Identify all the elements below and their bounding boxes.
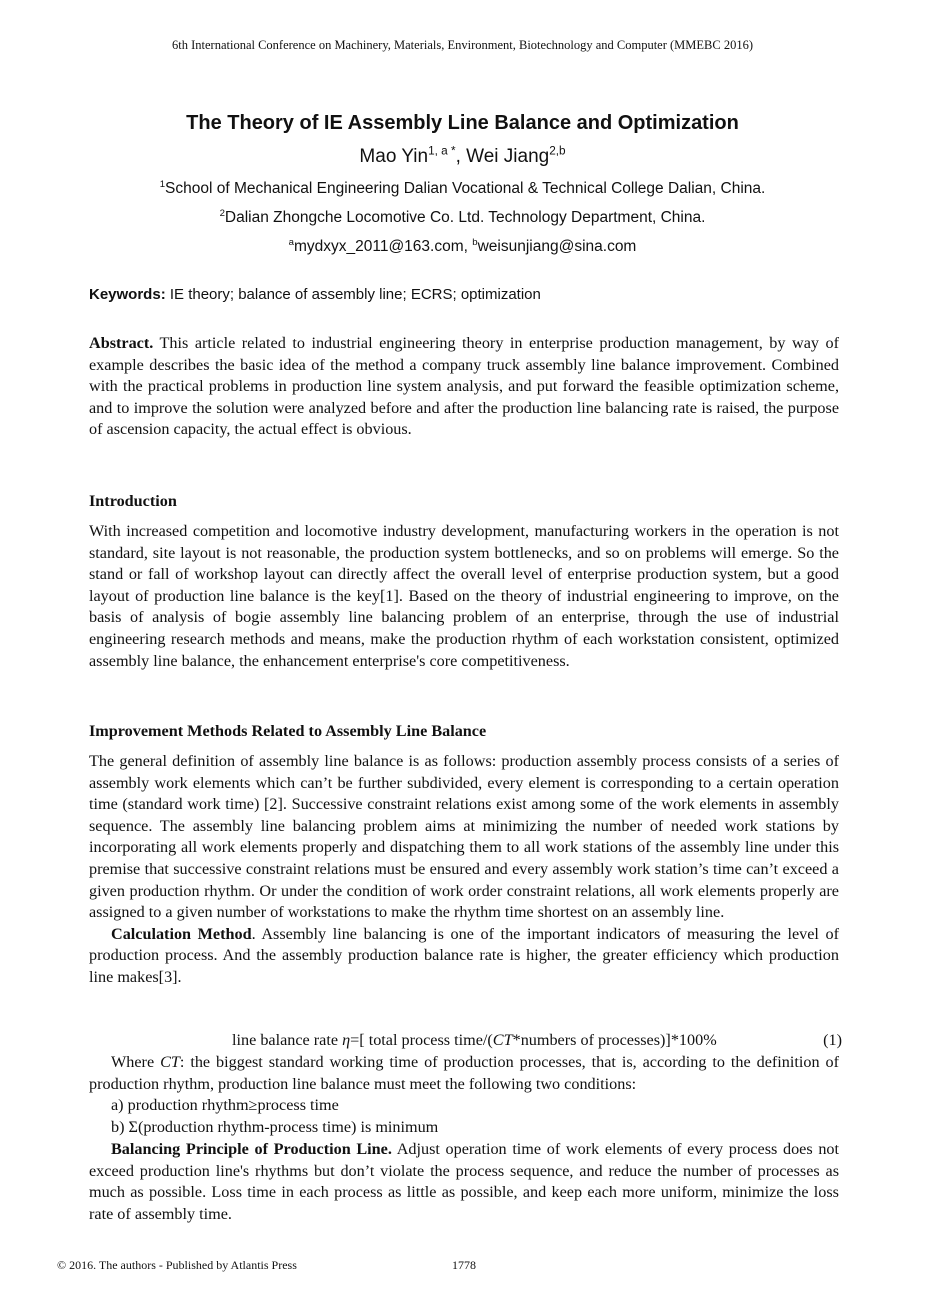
author-2: Wei Jiang [466,146,550,167]
email-a-mark: a [288,236,294,248]
introduction-heading: Introduction [89,492,177,510]
keywords-label: Keywords: [89,286,166,303]
equation-1 [232,1031,842,1050]
calculation-method-paragraph [89,924,839,989]
keywords-text: IE theory; balance of assembly line; ECRS; optimization [165,286,541,303]
affiliation-1-text: School of Mechanical Engineering Dalian Vocational & Technical College Dalian, China. [165,180,766,197]
balancing-principle-label: Balancing Principle of Production Line. [111,1140,392,1158]
equation-eta: η [342,1031,351,1049]
page-number: 1778 [452,1258,476,1272]
author-line [0,146,925,168]
author-2-affiliation-mark: 2,b [549,144,566,158]
where-ct: CT [160,1053,180,1071]
equation-suffix: *numbers of processes)]*100% [512,1031,717,1049]
affiliation-2 [0,209,925,227]
conference-header: 6th International Conference on Machinery, Materials, Environment, Biotechnology and Computer (MMEBC 2016) [172,38,753,52]
where-text: : the biggest standard working time of production processes, that is, according to the definition of production rhythm, production line balance must meet the following two conditions: [89,1053,839,1093]
author-emails [0,238,925,256]
email-a: mydxyx_2011@163.com, [293,238,473,255]
balancing-principle-paragraph [89,1139,839,1225]
introduction-paragraph: With increased competition and locomotive industry development, manufacturing workers in the operation is not standard, site layout is not reasonable, the production system bottlenecks, and so on problems will emerge. So the stand or fall of workshop layout can directly affect the overall level of enterprise production system, but a good layout of production line balance is the key[1]. Based on the theory of industrial engineering to improve, on the basis of analysis of bogie assembly line balancing problem of an enterprise, through the use of industrial engineering research methods and means, make the production rhythm of each workstation consistent, optimized assembly line balance, the enhancement enterprise's core competitiveness. [89,522,839,670]
paper-title: The Theory of IE Assembly Line Balance and Optimization [186,112,739,134]
condition-a: a) production rhythm≥process time [111,1096,339,1114]
equation-ct: CT [492,1031,513,1049]
affiliation-2-text: Dalian Zhongche Locomotive Co. Ltd. Technology Department, China. [224,209,706,226]
affiliation-1-mark: 1 [159,178,166,190]
author-1: Mao Yin [359,146,429,167]
abstract-text: This article related to industrial engineering theory in enterprise production management, by way of example describes the basic idea of the method a company truck assembly line balance improvement. Combined with the practical problems in production line system analysis, and put forward the feasible optimization scheme, and to improve the solution were analyzed before and after the production line balancing rate is raised, the purpose of ascension capacity, the actual effect is obvious. [89,334,839,439]
equation-number: (1) [823,1031,842,1049]
copyright-footer: © 2016. The authors - Published by Atlantis Press [57,1258,297,1272]
author-1-affiliation-mark: 1, a * [428,144,456,158]
improvement-section [89,751,839,989]
email-b-mark: b [472,236,478,248]
abstract [89,333,839,441]
where-paragraph [89,1052,839,1095]
where-prefix: Where [111,1053,161,1071]
equation-prefix: line balance rate [232,1031,343,1049]
improvement-paragraph: The general definition of assembly line balance is as follows: production assembly process consists of a series of assembly work elements which can’t be further subdivided, every element is corresponding to a certain operation time (standard work time) [2]. Successive constraint relations exist among some of the work elements in assembly sequence. The assembly line balancing problem aims at minimizing the number of needed work stations by incorporating all work elements properly and dispatching them to all work stations of the assembly line under this premise that successive constraint relations must be ensured and every assembly work station’s time can’t exceed a given production rhythm. Or under the condition of work order constraint relations, all work elements properly are assigned to a given number of workstations to make the rhythm time shortest on an assembly line. [89,752,839,922]
author-separator: , [455,146,467,167]
calculation-method-label: Calculation Method [111,924,252,943]
equation-middle: =[ total process time/( [350,1031,493,1049]
balancing-principle-text: Adjust operation time of work elements of every process does not exceed production line's rhythms but don’t violate the process sequence, and reduce the number of processes as much as possible. Loss time in each process as little as possible, and keep each more uniform, minimize the loss rate of assembly time. [89,1140,839,1223]
calculation-method-text: . Assembly line balancing is one of the important indicators of measuring the level of production process. And the assembly production balance rate is higher, the greater efficiency which production line makes[3]. [89,924,840,986]
keywords [89,286,839,303]
improvement-heading: Improvement Methods Related to Assembly Line Balance [89,722,487,740]
affiliation-2-mark: 2 [219,207,225,219]
condition-b: b) Σ(production rhythm-process time) is minimum [111,1118,439,1136]
abstract-label: Abstract. [89,334,154,352]
affiliation-1 [0,180,925,198]
email-b: weisunjiang@sina.com [477,238,637,255]
